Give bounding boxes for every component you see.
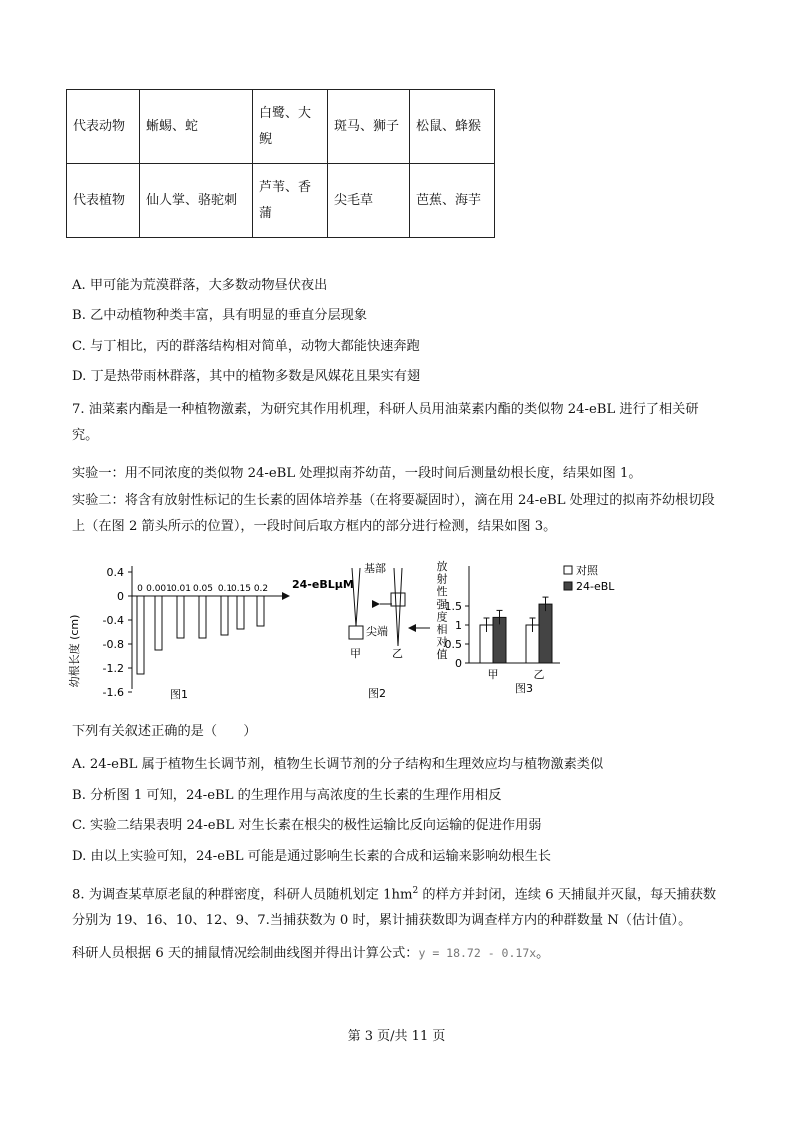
arrow-left-icon — [372, 600, 380, 608]
q7-experiment-2: 实验二：将含有放射性标记的生长素的固体培养基（在将要凝固时），滴在用 24-eBL 处理过的拟南芥幼根切段上（在图 2 箭头所示的位置），一段时间后取方框内的部分进行检测，结果如图 3。 — [72, 493, 715, 534]
fig3-ylabel-char: 强 — [436, 597, 448, 611]
table-row — [67, 90, 495, 164]
fig3-ylabel-char: 放 — [436, 560, 448, 573]
fig2-box-b — [391, 593, 405, 606]
fig3-bar — [539, 604, 552, 663]
figure-2 — [349, 561, 430, 700]
fig1-ytick-label: -1.2 — [102, 662, 124, 675]
fig1-ytick-label: 0 — [117, 590, 124, 603]
fig1-category-label: 0.1 — [217, 584, 233, 594]
fig2-box-a — [349, 626, 363, 639]
fig3-category-label: 乙 — [533, 668, 545, 681]
fig3-legend-label: 24-eBL — [576, 580, 615, 593]
q7-option-b: B. 分析图 1 可知，24-eBL 的生理作用与高浓度的生长素的生理作用相反 — [72, 788, 502, 803]
root-segment-a — [352, 568, 360, 626]
root-segment-b — [394, 568, 402, 646]
fig1-bar — [155, 596, 162, 650]
table-cell: 斑马、狮子 — [328, 90, 410, 164]
fig3-ytick-label: 1 — [455, 619, 462, 632]
fig1-category-label: 0.01 — [170, 584, 192, 594]
fig2-label-a: 甲 — [350, 647, 361, 660]
fig1-xlabel: 24-eBLμM — [292, 578, 354, 591]
q6-option-c: C. 与丁相比，丙的群落结构相对简单，动物大都能快速奔跑 — [72, 339, 420, 354]
fig3-legend-swatch — [564, 566, 572, 574]
fig1-ytick-label: -0.8 — [102, 638, 124, 651]
formula: y = 18.72 - 0.17x — [418, 946, 537, 960]
fig1-category-label: 0 — [137, 584, 143, 594]
page-footer: 第 3 页/共 11 页 — [347, 1029, 446, 1044]
q7-option-c: C. 实验二结果表明 24-eBL 对生长素在根尖的极性运输比反向运输的促进作用弱 — [72, 818, 542, 833]
fig1-ytick-label: 0.4 — [106, 566, 124, 579]
fig2-title: 图2 — [368, 687, 386, 700]
fig1-ytick-label: -0.4 — [102, 614, 124, 627]
figure-3 — [437, 560, 616, 695]
table-cell: 白鹭、大鲵 — [253, 90, 328, 164]
fig3-ytick-label: 1.5 — [444, 600, 462, 613]
fig1-category-label: 0.2 — [253, 584, 269, 594]
table-cell: 仙人掌、骆驼刺 — [140, 164, 253, 238]
fig1-bar — [177, 596, 184, 638]
figure-1 — [67, 566, 354, 701]
q6-option-b: B. 乙中动植物种类丰富，具有明显的垂直分层现象 — [72, 308, 368, 323]
fig3-ytick-label: 0 — [455, 657, 462, 670]
fig3-ylabel-char: 相 — [436, 623, 448, 636]
fig1-bar — [199, 596, 206, 638]
fig3-ylabel-char: 度 — [436, 610, 448, 624]
fig1-bar — [137, 596, 144, 674]
table-cell: 芦苇、香蒲 — [253, 164, 328, 238]
q7-option-a: A. 24-eBL 属于植物生长调节剂，植物生长调节剂的分子结构和生理效应均与植物激素类似 — [72, 757, 604, 772]
fig3-ylabel-char: 射 — [436, 572, 448, 586]
fig1-bar — [257, 596, 264, 626]
community-table — [66, 89, 495, 238]
fig1-title: 图1 — [170, 688, 188, 701]
q8-line-3: 科研人员根据 6 天的捕鼠情况绘制曲线图并得出计算公式：y = 18.72 - 0.17x。 — [72, 946, 550, 961]
fig1-category-label: 0.001 — [146, 584, 172, 594]
table-cell: 蜥蜴、蛇 — [140, 90, 253, 164]
q8-stem: 8. 为调查某草原老鼠的种群密度，科研人员随机划定 $1hm^2$ 的样方并封闭，连续 6 天捕鼠并灭鼠，每天捕获数分别为 19、16、10、12、9、7.当捕获数为 0 时，累计捕获数即为调查样方内的种群数量 N（估计值）。 — [72, 886, 717, 929]
fig2-label-b: 乙 — [392, 647, 403, 660]
fig3-ylabel-char: 值 — [436, 648, 448, 662]
arrow-left-icon — [408, 624, 416, 632]
table-row — [67, 164, 495, 238]
q7-option-d: D. 由以上实验可知，24-eBL 可能是通过影响生长素的合成和运输来影响幼根生长 — [72, 849, 551, 864]
q6-option-d: D. 丁是热带雨林群落，其中的植物多数是风媒花且果实有翅 — [72, 369, 421, 384]
q7-stem: 7. 油菜素内酯是一种植物激素，为研究其作用机理，科研人员用油菜素内酯的类似物 24-eBL 进行了相关研究。 — [72, 402, 699, 443]
fig3-category-label: 甲 — [487, 668, 499, 681]
fig2-label-base: 基部 — [364, 562, 386, 575]
fig2-label-tip: 尖端 — [366, 625, 388, 638]
fig1-bar — [237, 596, 244, 629]
fig3-ytick-label: 0.5 — [444, 638, 462, 651]
table-cell: 芭蕉、海芋 — [410, 164, 495, 238]
fig1-category-label: 0.05 — [192, 584, 214, 594]
q7-question: 下列有关叙述正确的是（ ） — [72, 724, 257, 739]
fig3-legend — [564, 563, 615, 593]
fig1-bar — [221, 596, 228, 635]
table-header-cell: 代表植物 — [67, 164, 140, 238]
fig3-ylabel-char: 性 — [436, 585, 448, 599]
fig1-ylabel: 幼根长度 (cm) — [68, 614, 81, 688]
fig3-title: 图3 — [515, 682, 533, 695]
fig3-legend-swatch — [564, 582, 572, 590]
figures — [60, 556, 660, 706]
fig1-arrow-icon — [282, 592, 290, 600]
q7-experiment-1: 实验一：用不同浓度的类似物 24-eBL 处理拟南芥幼苗，一段时间后测量幼根长度，结果如图 1。 — [72, 466, 642, 481]
fig1-category-label: 0.15 — [230, 584, 252, 594]
fig3-ylabel-char: 对 — [436, 635, 448, 649]
q6-option-a: A. 甲可能为荒漠群落，大多数动物昼伏夜出 — [72, 278, 328, 293]
fig1-ytick-label: -1.6 — [102, 686, 124, 699]
table-cell: 尖毛草 — [328, 164, 410, 238]
fig3-legend-label: 对照 — [576, 564, 598, 577]
table-header-cell: 代表动物 — [67, 90, 140, 164]
table-cell: 松鼠、蜂猴 — [410, 90, 495, 164]
